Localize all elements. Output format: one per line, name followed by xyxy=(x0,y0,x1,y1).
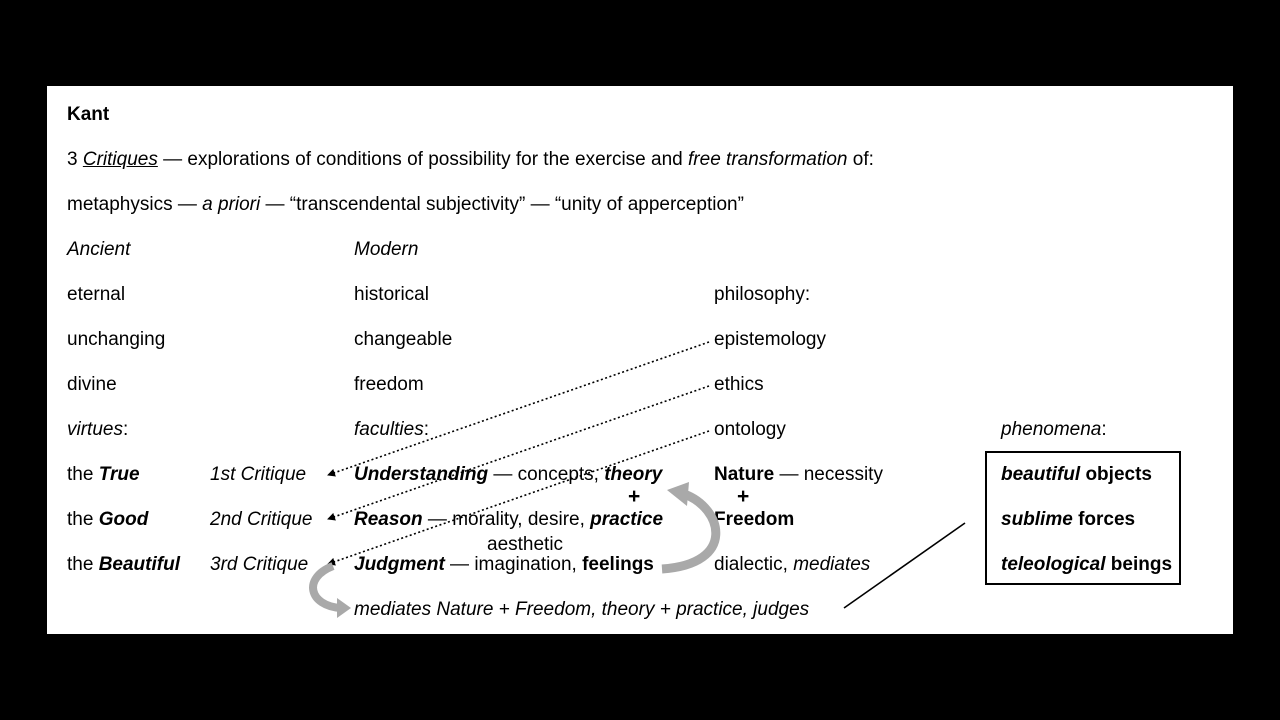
freedom-label: Freedom xyxy=(714,509,795,530)
critique-label: 2nd Critique xyxy=(210,509,313,530)
slide-title: Kant xyxy=(67,104,110,125)
faculties-word: faculties xyxy=(354,419,424,440)
virtue-word: Good xyxy=(98,509,149,530)
virtue-article: the xyxy=(67,554,99,575)
critique-label: 1st Critique xyxy=(210,464,307,485)
modern-item: historical xyxy=(354,284,429,305)
critiques-end: of: xyxy=(847,149,874,170)
ancient-item: eternal xyxy=(67,284,126,305)
modern-header: Modern xyxy=(354,239,419,260)
phenomenon-noun: objects xyxy=(1080,464,1152,485)
a-priori-phrase: a priori xyxy=(202,194,261,215)
curved-arrow-head xyxy=(667,482,689,506)
philosophy-item-ontology: ontology xyxy=(714,419,786,440)
phenomenon-noun: beings xyxy=(1105,554,1173,575)
phenomenon-adjective: sublime xyxy=(1001,509,1073,530)
faculty-term: theory xyxy=(604,464,663,485)
ancient-item: unchanging xyxy=(67,329,166,350)
faculty-desc: — imagination, xyxy=(444,554,583,575)
phenomenon-noun: forces xyxy=(1072,509,1136,530)
critiques-middle: — explorations of conditions of possibility for the exercise and xyxy=(157,149,689,170)
faculty-name: Judgment xyxy=(354,554,445,575)
dotted-arrow-epistemology xyxy=(328,342,709,475)
philosophy-item-epistemology: epistemology xyxy=(714,329,826,350)
critique-label: 3rd Critique xyxy=(210,554,309,575)
critiques-word: Critiques xyxy=(82,149,158,170)
modern-item: freedom xyxy=(354,374,424,395)
philosophy-item-ethics: ethics xyxy=(714,374,764,395)
virtues-colon: : xyxy=(122,419,129,440)
phenomenon-adjective: beautiful xyxy=(1001,464,1081,485)
philosophy-label: philosophy: xyxy=(714,284,811,305)
virtue-word: True xyxy=(98,464,140,485)
phenomena-colon: : xyxy=(1101,419,1107,440)
faculty-term: feelings xyxy=(582,554,654,575)
faculty-term: practice xyxy=(590,509,664,530)
nature-word: Nature xyxy=(714,464,775,485)
critiques-prefix: 3 xyxy=(67,149,83,170)
faculty-desc: — morality, desire, xyxy=(422,509,591,530)
ancient-item: divine xyxy=(67,374,117,395)
plus-sign: + xyxy=(737,485,750,508)
connector-overlay xyxy=(47,86,1233,634)
ancient-header: Ancient xyxy=(67,239,131,260)
phenomenon-adjective: teleological xyxy=(1001,554,1106,575)
faculty-name: Reason xyxy=(354,509,423,530)
plus-sign: + xyxy=(628,485,641,508)
phenomena-word: phenomena xyxy=(1001,419,1102,440)
curved-arrow-judgment-to-mediates xyxy=(313,566,341,608)
free-transformation-phrase: free transformation xyxy=(688,149,848,170)
dotted-arrow-ontology xyxy=(328,431,709,564)
metaphysics-prefix: metaphysics — xyxy=(67,194,203,215)
mediates-line: mediates Nature + Freedom, theory + practice, judges xyxy=(354,599,810,620)
dialectic-word: dialectic, xyxy=(714,554,794,575)
connector-line-to-phenomena xyxy=(844,523,965,608)
virtues-word: virtues xyxy=(67,419,123,440)
faculty-desc: — concepts, xyxy=(488,464,605,485)
nature-desc: — necessity xyxy=(774,464,883,485)
mediates-word: mediates xyxy=(793,554,871,575)
modern-item: changeable xyxy=(354,329,453,350)
virtue-article: the xyxy=(67,509,99,530)
slide xyxy=(47,86,1233,634)
aesthetic-label: aesthetic xyxy=(487,534,564,555)
virtue-word: Beautiful xyxy=(98,554,180,575)
metaphysics-rest: — “transcendental subjectivity” — “unity of apperception” xyxy=(260,194,744,215)
curved-arrow-feelings-to-theory xyxy=(662,494,716,569)
curved-arrow-head xyxy=(337,598,351,618)
faculties-colon: : xyxy=(423,419,429,440)
dotted-arrow-ethics xyxy=(328,386,709,519)
faculty-name: Understanding xyxy=(354,464,489,485)
virtue-article: the xyxy=(67,464,99,485)
